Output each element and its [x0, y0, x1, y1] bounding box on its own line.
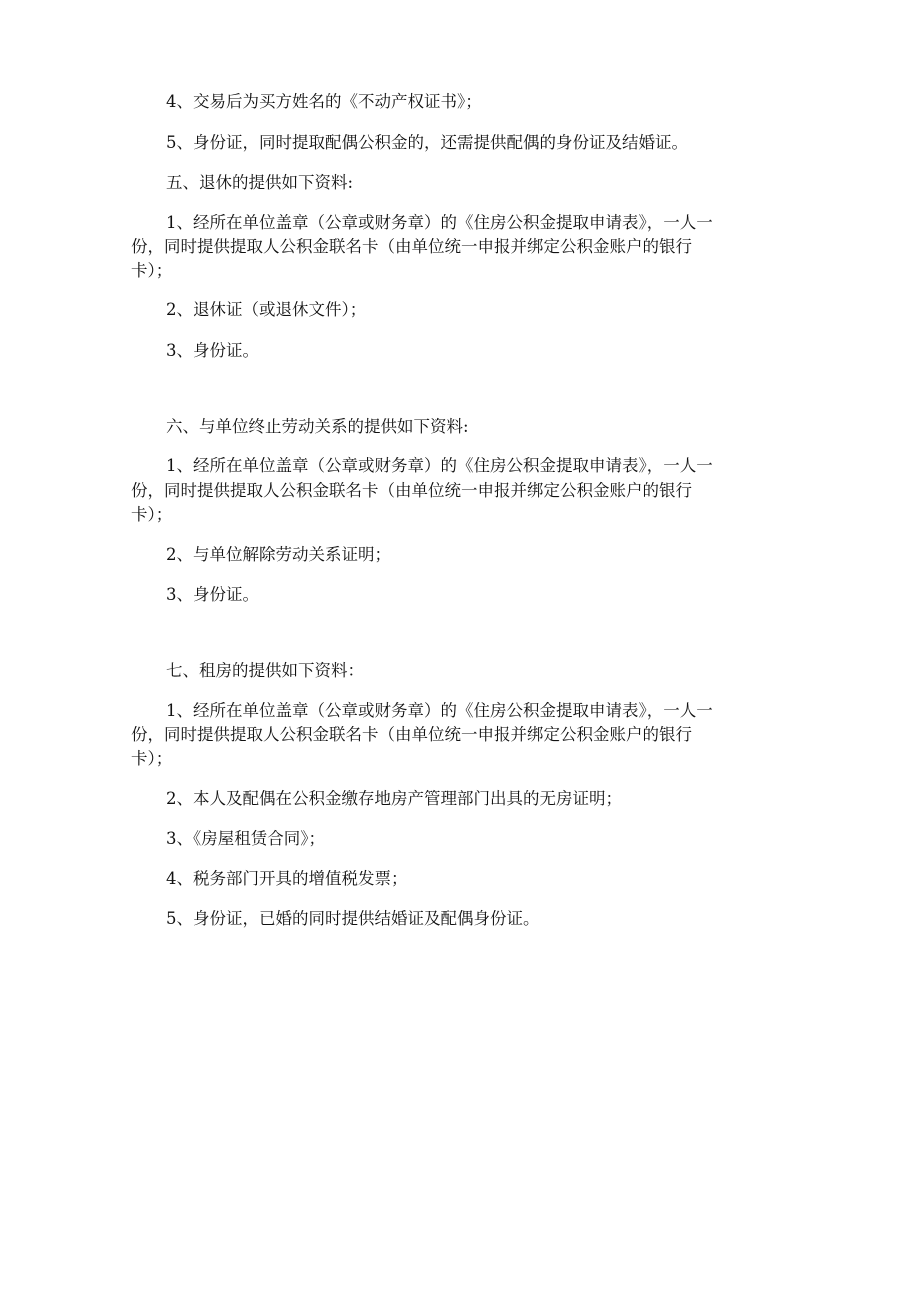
section5-item-2: 2、退休证（或退休文件）； [166, 300, 367, 319]
section6-item-3: 3、身份证。 [166, 585, 259, 604]
section7-item-4: 4、税务部门开具的增值税发票； [166, 869, 408, 888]
section6-item-1-line-3: 卡）； [131, 505, 173, 524]
section4-item-4: 4、交易后为买方姓名的《不动产权证书》； [166, 92, 482, 111]
section5-item-1-line-3: 卡）； [131, 261, 173, 280]
section5-heading: 五、退休的提供如下资料: [166, 173, 354, 192]
section6-heading: 六、与单位终止劳动关系的提供如下资料: [166, 417, 469, 436]
section6-item-2: 2、与单位解除劳动关系证明； [166, 545, 391, 564]
section7-item-2: 2、本人及配偶在公积金缴存地房产管理部门出具的无房证明； [166, 789, 622, 808]
section5-item-1-line-1: 1、经所在单位盖章（公章或财务章）的《住房公积金提取申请表》，一人一 [166, 213, 713, 232]
section7-item-1-line-3: 卡）； [131, 749, 173, 768]
section6-item-1-line-2: 份，同时提供提取人公积金联名卡（由单位统一申报并绑定公积金账户的银行 [131, 481, 692, 500]
section5-item-1-line-2: 份，同时提供提取人公积金联名卡（由单位统一申报并绑定公积金账户的银行 [131, 237, 692, 256]
section7-item-1-line-1: 1、经所在单位盖章（公章或财务章）的《住房公积金提取申请表》，一人一 [166, 701, 713, 720]
section4-item-5: 5、身份证，同时提取配偶公积金的，还需提供配偶的身份证及结婚证。 [166, 133, 688, 152]
section7-item-1-line-2: 份，同时提供提取人公积金联名卡（由单位统一申报并绑定公积金账户的银行 [131, 725, 692, 744]
section7-heading: 七、租房的提供如下资料： [166, 661, 364, 680]
section7-item-3: 3、《房屋租赁合同》； [166, 829, 325, 848]
section6-item-1-line-1: 1、经所在单位盖章（公章或财务章）的《住房公积金提取申请表》，一人一 [166, 456, 713, 475]
section5-item-3: 3、身份证。 [166, 341, 259, 360]
section7-item-5: 5、身份证，已婚的同时提供结婚证及配偶身份证。 [166, 909, 540, 928]
